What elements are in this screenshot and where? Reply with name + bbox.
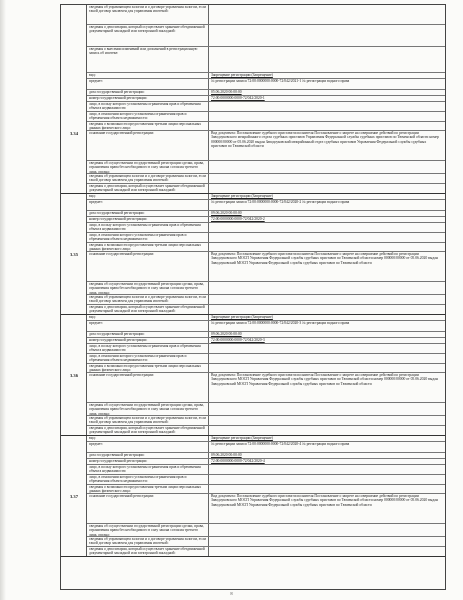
row-value-vozmozhnost bbox=[211, 364, 443, 372]
row-value-osnovanie: Вид документа: Постановление судебного пристава-исполнителя Постановление о запрете на совершение действий по регистрации Заводоуковского МОСП Управления Федеральной службы судебных приставов по Тюменской области номер 000000/00000 от 05.06.2020 выдан Заводоуковский МОСП Управления Федеральной службы судебных приставов по Тюменской области bbox=[211, 494, 438, 507]
row-value-osushchestvlenie bbox=[211, 524, 443, 536]
row-label: дата государственной регистрации: bbox=[89, 211, 145, 215]
row-value-lico-v-polzu bbox=[211, 344, 443, 353]
row-label: номер государственной регистрации: bbox=[89, 217, 148, 221]
row-value-nomer-reg: 72:00:0000000:0000-72/042/2020-4 bbox=[211, 459, 265, 463]
encumbrance-block bbox=[61, 73, 445, 194]
row-label: сведения о депозитарии, который осуществляет хранение обездвиженной документарной закладной или электронной закладной: bbox=[89, 25, 205, 34]
table-row bbox=[87, 174, 445, 184]
row-value-lico-v-otnoshenii bbox=[211, 354, 443, 363]
block-separator bbox=[61, 556, 445, 557]
row-value-vozmozhnost bbox=[211, 122, 443, 130]
row-label: дата государственной регистрации: bbox=[89, 90, 145, 94]
block-number: 3.34 bbox=[69, 130, 79, 136]
table-row bbox=[87, 485, 445, 494]
row-label: сведения об управляющем залогом и о договоре управления залогом, если такой договор заключен для управления ипотекой: bbox=[89, 295, 206, 304]
table-row bbox=[87, 102, 445, 112]
row-value-hranyashchem bbox=[211, 547, 443, 556]
table-row bbox=[87, 161, 445, 174]
row-value-lico-v-otnoshenii bbox=[211, 475, 443, 484]
row-label: вид: bbox=[89, 315, 96, 319]
row-value-nomer-reg: 72:00:0000000:0000-72/042/2020-2 bbox=[211, 217, 265, 221]
row-value-hranyashchem bbox=[211, 184, 443, 193]
row-value-upravlyayushchem bbox=[211, 295, 443, 304]
row-label: номер государственной регистрации: bbox=[89, 459, 148, 463]
row-value-predmet: № регистрации записи 72:00:0000000:0000-72/042/2021-1 № регистрации водного права bbox=[211, 79, 350, 83]
row-label: предмет: bbox=[89, 200, 103, 204]
row-label: лицо, в пользу которого установлены ограничения прав и обременения объекта недвижимости: bbox=[89, 223, 201, 232]
table-row bbox=[87, 321, 445, 332]
row-value-predmet: № регистрации записи 72:00:0000000:0000-72/042/2020-3 № регистрации водного права bbox=[211, 321, 350, 325]
row-label: номер государственной регистрации: bbox=[89, 96, 148, 100]
row-label: лицо, в отношении которого установлены ограничения прав и обременения объекта недвижимости: bbox=[89, 354, 187, 363]
header-block bbox=[61, 5, 445, 73]
row-label: лицо, в отношении которого установлены ограничения прав и обременения объекта недвижимости: bbox=[89, 475, 187, 484]
row-value-lico-v-polzu bbox=[211, 223, 443, 232]
table-row bbox=[87, 5, 445, 25]
table-row bbox=[87, 282, 445, 295]
table-row bbox=[87, 131, 445, 161]
row-label: основание государственной регистрации: bbox=[89, 494, 155, 498]
row-value-data-reg: 05.06.2020 00:00:00 bbox=[211, 90, 242, 94]
row-label: сведения о возможности предоставления третьим лицам персональных данных физического лица: bbox=[89, 243, 202, 251]
table-row bbox=[87, 295, 445, 305]
table-row bbox=[87, 252, 445, 282]
encumbrance-block bbox=[61, 194, 445, 315]
table-row bbox=[87, 354, 445, 364]
row-label: сведения об осуществлении государственной регистрации сделки, права, ограничения права без необходимого в силу закона согласия третьего лица, органа: bbox=[89, 524, 204, 536]
row-label: вид: bbox=[89, 73, 96, 77]
row-label: предмет: bbox=[89, 442, 103, 446]
block-number: 3.37 bbox=[69, 493, 79, 499]
table-row bbox=[87, 25, 445, 47]
table-row bbox=[87, 442, 445, 453]
row-value-upravlyayushchem bbox=[211, 174, 443, 183]
table-row bbox=[87, 416, 445, 426]
table-row bbox=[87, 465, 445, 475]
row-label: сведения о возможности предоставления третьим лицам персональных данных физического лица: bbox=[89, 122, 202, 130]
row-label: сведения об управляющем залогом и о договоре управления залогом, если такой договор заключен для управления ипотекой: bbox=[89, 5, 206, 14]
table-row bbox=[87, 475, 445, 485]
row-label: сведения об управляющем залогом и о договоре управления залогом, если такой договор заключен для управления ипотекой: bbox=[89, 416, 206, 425]
row-label: лицо, в пользу которого установлены ограничения прав и обременения объекта недвижимости: bbox=[89, 344, 201, 353]
row-value-vozmozhnost bbox=[211, 243, 443, 251]
table-row bbox=[87, 122, 445, 131]
row-value-osushchestvlenie bbox=[211, 161, 443, 173]
table-row bbox=[87, 47, 445, 73]
row-value-nomer-reg: 72:00:0000000:0000-72/042/2020-3 bbox=[211, 338, 265, 342]
row-label: основание государственной регистрации: bbox=[89, 373, 155, 377]
table-row bbox=[87, 344, 445, 354]
scan-shadow bbox=[0, 0, 6, 600]
row-value-upravlyayushchem bbox=[211, 416, 443, 425]
encumbrance-block bbox=[61, 315, 445, 436]
row-label: сведения о возможности предоставления третьим лицам персональных данных физического лица: bbox=[89, 485, 202, 493]
page-number: 8 bbox=[230, 591, 233, 596]
row-value-lico-v-polzu bbox=[211, 465, 443, 474]
row-value-vid: Запрещение регистрации (Запрещение) bbox=[211, 315, 273, 319]
table-row bbox=[87, 223, 445, 233]
row-label: сведения об управляющем залогом и о договоре управления залогом, если такой договор заключен для управления ипотекой: bbox=[89, 537, 206, 546]
row-label: основание государственной регистрации: bbox=[89, 252, 155, 256]
row-label: лицо, в пользу которого установлены ограничения прав и обременения объекта недвижимости: bbox=[89, 465, 201, 474]
row-label: дата государственной регистрации: bbox=[89, 453, 145, 457]
row-label: сведения об осуществлении государственной регистрации сделки, права, ограничения права без необходимого в силу закона согласия третьего лица, органа: bbox=[89, 161, 204, 173]
row-label: лицо, в отношении которого установлены ограничения прав и обременения объекта недвижимости: bbox=[89, 112, 187, 121]
row-value-osnovanie: Вид документа: Постановление судебного пристава-исполнителя Постановление о запрете на совершение действий по регистрации Заводоуковского межрайонного отдела судебных приставов Управления Федеральной службы судебных приставов по Тюменской области номер 000000/00000 от 05.06.2020 выдан Заводоуковский межрайонный отдел судебных приставов Управления Федеральной службы судебных приставов по Тюменской области bbox=[211, 131, 439, 148]
encumbrance-block bbox=[61, 436, 445, 557]
table-row bbox=[87, 403, 445, 416]
block-number: 3.35 bbox=[69, 251, 79, 257]
table-row bbox=[87, 364, 445, 373]
row-label: предмет: bbox=[89, 321, 103, 325]
row-value-lico-v-polzu bbox=[211, 102, 443, 111]
table-row bbox=[87, 200, 445, 211]
table-row bbox=[87, 537, 445, 547]
row-label: вид: bbox=[89, 436, 96, 440]
row-value-predmet: № регистрации записи 72:00:0000000:0000-72/042/2020-4 № регистрации водного права bbox=[211, 442, 350, 446]
row-label: сведения об управляющем залогом и о договоре управления залогом, если такой договор заключен для управления ипотекой: bbox=[89, 174, 206, 183]
row-label: основание государственной регистрации: bbox=[89, 131, 155, 135]
table-row bbox=[87, 524, 445, 537]
row-value-osushchestvlenie bbox=[211, 282, 443, 294]
row-value-vid: Запрещение регистрации (Запрещение) bbox=[211, 194, 273, 198]
block-number: 3.36 bbox=[69, 372, 79, 378]
row-label: сведения о внесении изменений или дополнений в регистрационную запись об ипотеке: bbox=[89, 47, 198, 56]
row-label: предмет: bbox=[89, 79, 103, 83]
row-value-vid: Запрещение регистрации (Запрещение) bbox=[211, 436, 273, 440]
table-row bbox=[87, 494, 445, 524]
registry-table bbox=[60, 4, 446, 590]
row-value-osnovanie: Вид документа: Постановление судебного пристава-исполнителя Постановление о запрете на совершение действий по регистрации Заводоуковского МОСП Управления Федеральной службы судебных приставов по Тюменской области номер 000000/00000 от 05.06.2020 выдан Заводоуковский МОСП Управления Федеральной службы судебных приставов по Тюменской области bbox=[211, 252, 438, 265]
row-value-hranyashchem bbox=[211, 305, 443, 314]
row-label: сведения о депозитарии, который осуществляет хранение обездвиженной документарной закладной или электронной закладной: bbox=[89, 547, 205, 556]
row-label: лицо, в отношении которого установлены ограничения прав и обременения объекта недвижимости: bbox=[89, 233, 187, 242]
row-value-lico-v-otnoshenii bbox=[211, 233, 443, 242]
table-row bbox=[87, 79, 445, 90]
row-value-hranyashchem bbox=[211, 426, 443, 435]
row-label: сведения о возможности предоставления третьим лицам персональных данных физического лица: bbox=[89, 364, 202, 372]
table-row bbox=[87, 373, 445, 403]
row-label: сведения о депозитарии, который осуществляет хранение обездвиженной документарной закладной или электронной закладной: bbox=[89, 426, 205, 435]
row-value-lico-v-otnoshenii bbox=[211, 112, 443, 121]
row-value-data-reg: 09.06.2020 00:00:00 bbox=[211, 332, 242, 336]
row-value-predmet: № регистрации записи 72:00:0000000:0000-72/042/2020-2 № регистрации водного права bbox=[211, 200, 350, 204]
row-label: вид: bbox=[89, 194, 96, 198]
row-label: дата государственной регистрации: bbox=[89, 332, 145, 336]
table-row bbox=[87, 243, 445, 252]
row-label: номер государственной регистрации: bbox=[89, 338, 148, 342]
table-row bbox=[87, 233, 445, 243]
row-value-osushchestvlenie bbox=[211, 403, 443, 415]
row-value-nomer-reg: 72:00:0000000:0000-72/042/2020-1 bbox=[211, 96, 265, 100]
row-value-vozmozhnost bbox=[211, 485, 443, 493]
row-value-vid: Запрещение регистрации (Запрещение) bbox=[211, 73, 273, 77]
row-value-upravlyayushchem bbox=[211, 537, 443, 546]
row-label: сведения о депозитарии, который осуществляет хранение обездвиженной документарной закладной или электронной закладной: bbox=[89, 184, 205, 193]
row-value-data-reg: 09.06.2020 00:00:00 bbox=[211, 453, 242, 457]
row-label: сведения об осуществлении государственной регистрации сделки, права, ограничения права без необходимого в силу закона согласия третьего лица, органа: bbox=[89, 282, 204, 294]
row-label: сведения о депозитарии, который осуществляет хранение обездвиженной документарной закладной или электронной закладной: bbox=[89, 305, 205, 314]
row-label: сведения об осуществлении государственной регистрации сделки, права, ограничения права без необходимого в силу закона согласия третьего лица, органа: bbox=[89, 403, 204, 415]
row-value-data-reg: 09.06.2020 00:00:00 bbox=[211, 211, 242, 215]
row-value-osnovanie: Вид документа: Постановление судебного пристава-исполнителя Постановление о запрете на совершение действий по регистрации Заводоуковского МОСП Управления Федеральной службы судебных приставов по Тюменской области номер 000000/00000 от 05.06.2020 выдан Заводоуковский МОСП Управления Федеральной службы судебных приставов по Тюменской области bbox=[211, 373, 438, 386]
table-row bbox=[87, 112, 445, 122]
row-label: лицо, в пользу которого установлены ограничения прав и обременения объекта недвижимости: bbox=[89, 102, 201, 111]
